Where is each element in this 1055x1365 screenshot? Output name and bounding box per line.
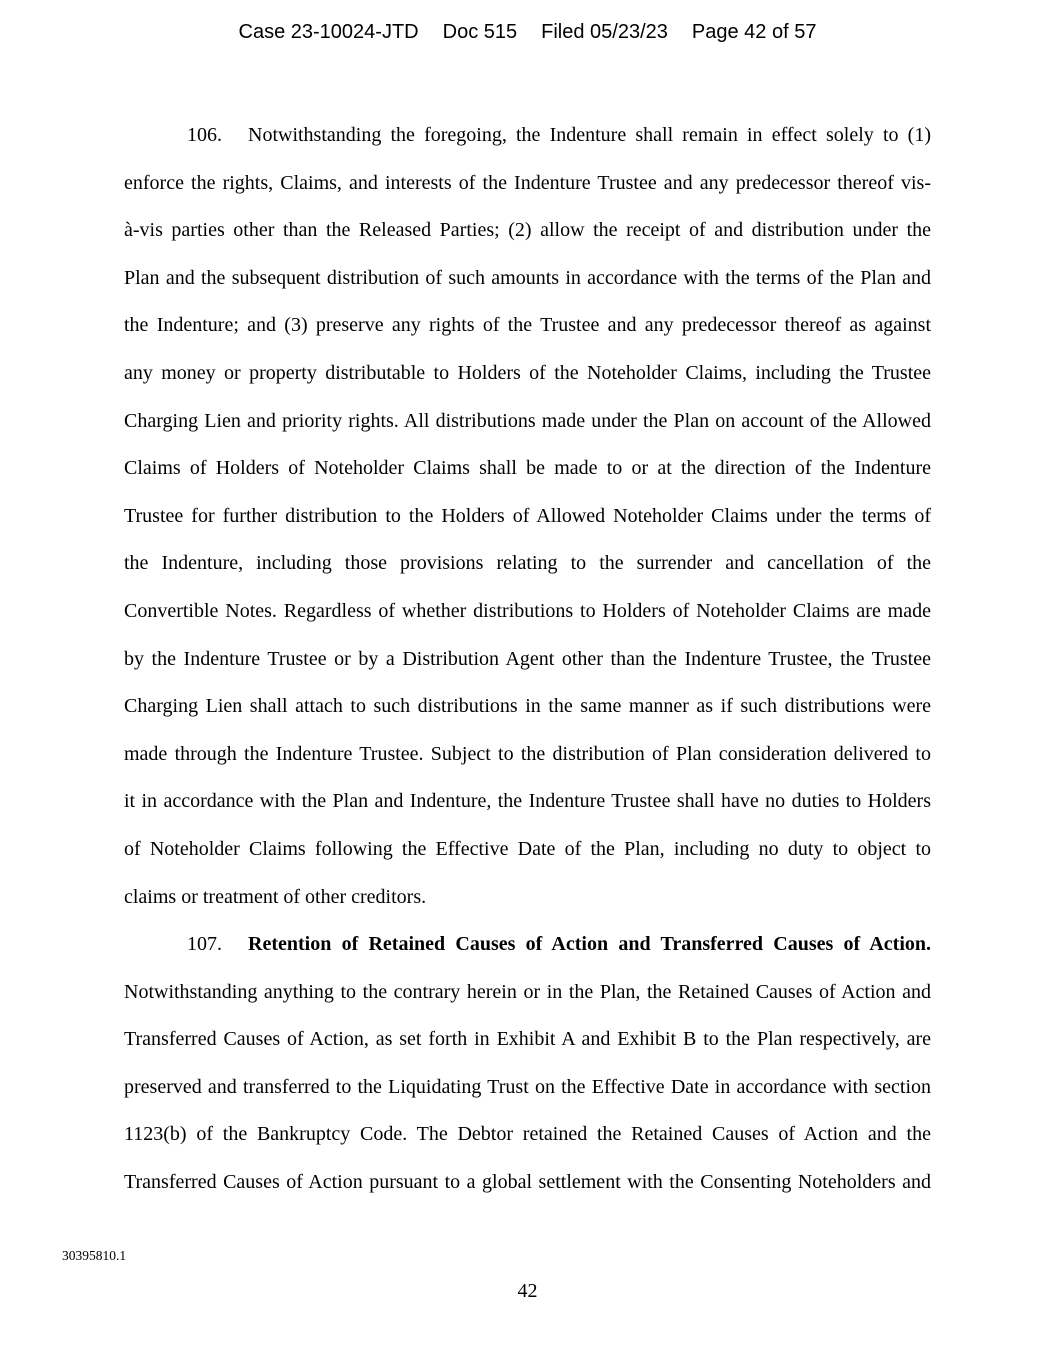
paragraph-107 [124,921,931,1207]
body-line: Convertible Notes. Regardless of whether distributions to Holders of Noteholder Claims are made [124,599,931,622]
paragraph-first-line [124,921,931,969]
body-line: preserved and transferred to the Liquidating Trust on the Effective Date in accordance with section [124,1075,931,1098]
body-line: Claims of Holders of Noteholder Claims shall be made to or at the direction of the Indenture [124,457,931,480]
case-header [0,20,1055,44]
body-line: any money or property distributable to Holders of the Noteholder Claims, including the Trustee [124,361,931,384]
body-line: Trustee for further distribution to the Holders of Allowed Noteholder Claims under the terms of [124,504,931,527]
paragraph-number: 107. [187,933,222,956]
body-line: the Indenture; and (3) preserve any rights of the Trustee and any predecessor thereof as against [124,314,931,337]
body-line: Notwithstanding the foregoing, the Indenture shall remain in effect solely to (1) [248,124,931,146]
body-line: Charging Lien and priority rights. All distributions made under the Plan on account of the Allowed [124,409,931,432]
case-number: Case 23-10024-JTD [238,21,419,43]
body-line: Notwithstanding anything to the contrary herein or in the Plan, the Retained Causes of Action and [124,980,931,1003]
body-line: Plan and the subsequent distribution of such amounts in accordance with the terms of the Plan and [124,266,931,289]
paragraph-106 [124,112,931,921]
body-line: Charging Lien shall attach to such distributions in the same manner as if such distributions were [124,695,931,718]
body-line: Transferred Causes of Action pursuant to a global settlement with the Consenting Noteholders and [124,1171,931,1194]
body-line: of Noteholder Claims following the Effective Date of the Plan, including no duty to object to [124,837,931,860]
body-line: à-vis parties other than the Released Parties; (2) allow the receipt of and distribution under the [124,219,931,242]
body-line: Transferred Causes of Action, as set forth in Exhibit A and Exhibit B to the Plan respectively, are [124,1028,931,1051]
body-line: by the Indenture Trustee or by a Distribution Agent other than the Indenture Trustee, the Trustee [124,647,931,670]
document-body [124,112,931,1207]
page-indicator: Page 42 of 57 [691,21,817,43]
filed-date: Filed 05/23/23 [541,21,668,43]
body-line: enforce the rights, Claims, and interests of the Indenture Trustee and any predecessor thereof vis- [124,171,931,194]
body-line: claims or treatment of other creditors. [124,885,427,908]
body-line: 1123(b) of the Bankruptcy Code. The Debtor retained the Retained Causes of Action and the [124,1123,931,1146]
body-line: the Indenture, including those provisions relating to the surrender and cancellation of the [124,552,931,575]
document-id: 30395810.1 [62,1248,127,1263]
page-number: 42 [517,1280,538,1302]
paragraph-number: 106. [187,124,222,146]
body-line: it in accordance with the Plan and Indenture, the Indenture Trustee shall have no duties to Holders [124,790,931,813]
body-line: made through the Indenture Trustee. Subject to the distribution of Plan consideration delivered to [124,742,931,765]
section-heading: Retention of Retained Causes of Action and Transferred Causes of Action. [248,933,931,956]
paragraph-first-line [124,112,931,160]
docket-number: Doc 515 [442,21,518,43]
